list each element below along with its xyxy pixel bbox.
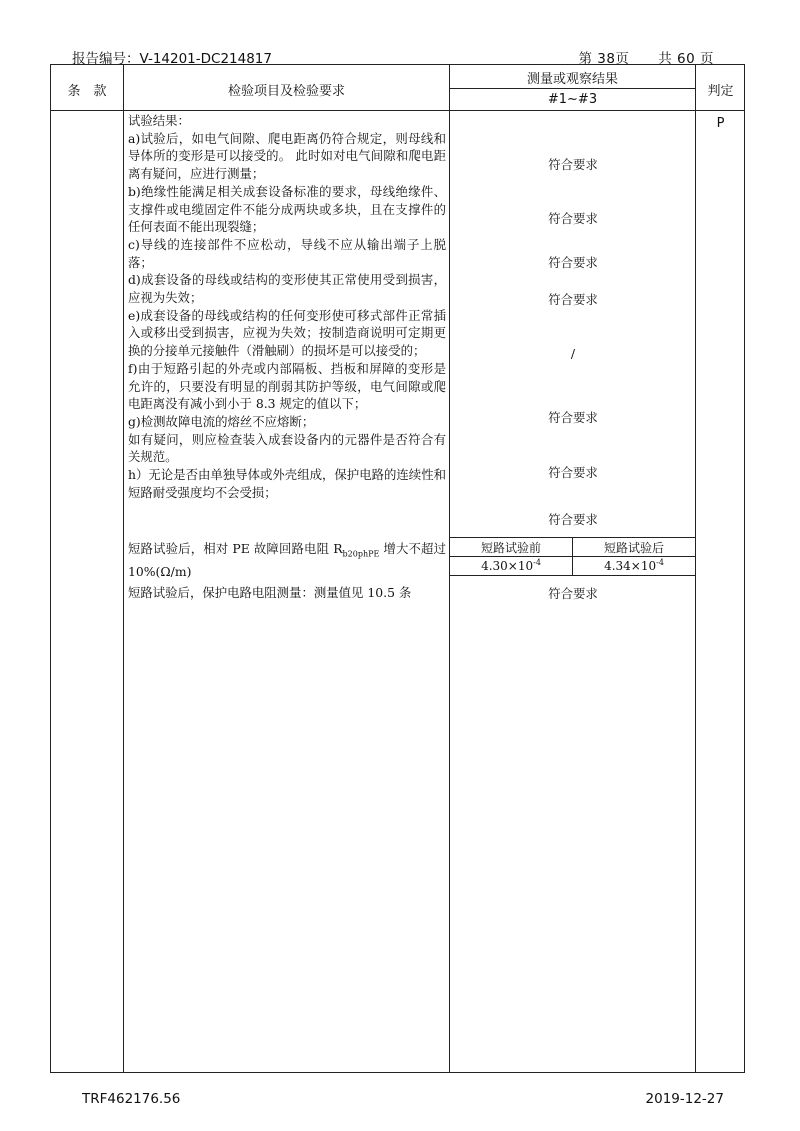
result-post: 符合要求 (548, 586, 598, 601)
requirement-e: e)成套设备的母线或结构的任何变形使可移式部件正常插入或移出受到损害，应视为失效；按制造商说明可定期更换的分接单元接触件（滑触刷）的损坏是可以接受的； (128, 307, 446, 359)
requirement-f: f)由于短路引起的外壳或内部隔板、挡板和屏障的变形是允许的，只要没有明显的削弱其防护等级，电气间隙或爬电距离没有减小到小于 8.3 规定的值以下； (128, 360, 446, 412)
row-divider (51, 110, 744, 111)
col-header-sample: #1~#3 (547, 92, 598, 107)
requirement-h: h）无论是否由单独导体或外壳组成，保护电路的连续性和短路耐受强度均不会受损； (128, 467, 446, 500)
requirement-g: g)检测故障电流的熔丝不应熔断； (128, 413, 315, 429)
form-number: TRF462176.56 (82, 1091, 181, 1107)
result-a: 符合要求 (548, 157, 598, 172)
requirement-intro: 试验结果： (128, 113, 190, 128)
before-test-value: $4.30\times 10^{-4}$ (481, 558, 541, 573)
result-b: 符合要求 (548, 211, 598, 226)
col-header-verdict: 判定 (707, 84, 734, 99)
result-h: 符合要求 (548, 512, 598, 527)
inspection-table (50, 64, 745, 1073)
col-header-item: 检验项目及检验要求 (227, 84, 345, 99)
page-total: 共 60 页 (658, 51, 714, 67)
after-test-value: $4.34\times 10^{-4}$ (604, 558, 664, 573)
report-number: 报告编号：V-14201-DC214817 (72, 51, 272, 67)
requirement-c: c)导线的连接部件不应松动，导线不应从输出端子上脱落； (128, 236, 446, 270)
result-f: 符合要求 (548, 410, 598, 425)
col-header-result: 测量或观察结果 (526, 72, 618, 87)
result-d: 符合要求 (548, 292, 598, 307)
report-date: 2019-12-27 (645, 1091, 724, 1107)
before-test-label: 短路试验前 (480, 541, 541, 555)
result-c: 符合要求 (548, 255, 598, 270)
requirement-b: b)绝缘性能满足相关成套设备标准的要求，母线绝缘件、支撑件或电缆固定件不能分成两块或多块，且在支撑件的任何表面不能出现裂缝； (128, 183, 446, 235)
requirement-note: 如有疑问，则应检查装入成套设备内的元器件是否符合有关规范。 (128, 431, 446, 465)
col-header-clause: 条 款 (67, 84, 107, 99)
requirement-d: d)成套设备的母线或结构的变形使其正常使用受到损害，应视为失效； (128, 272, 446, 306)
post-test-requirement: 短路试验后，保护电路电阻测量：测量值见 10.5 条 (128, 585, 412, 600)
requirement-a: a)试验后，如电气间隙、爬电距离仍符合规定，则母线和导体所的变形是可以接受的。 此时如对电气间隙和爬电距离有疑问，应进行测量； (128, 130, 446, 182)
requirements-list (124, 112, 450, 501)
verdict-value: P (716, 116, 725, 131)
row-divider (449, 575, 695, 576)
result-e: / (570, 346, 576, 361)
col-divider (695, 65, 696, 1072)
row-divider (449, 88, 695, 89)
resistance-requirement: 短路试验后，相对 PE 故障回路电阻 $R_{b20phPE}$ 增大不超过 10%(Ω/m) (128, 541, 446, 580)
result-g: 符合要求 (548, 465, 598, 480)
after-test-label: 短路试验后 (603, 541, 664, 555)
page-number: 第 38页 (578, 51, 630, 67)
